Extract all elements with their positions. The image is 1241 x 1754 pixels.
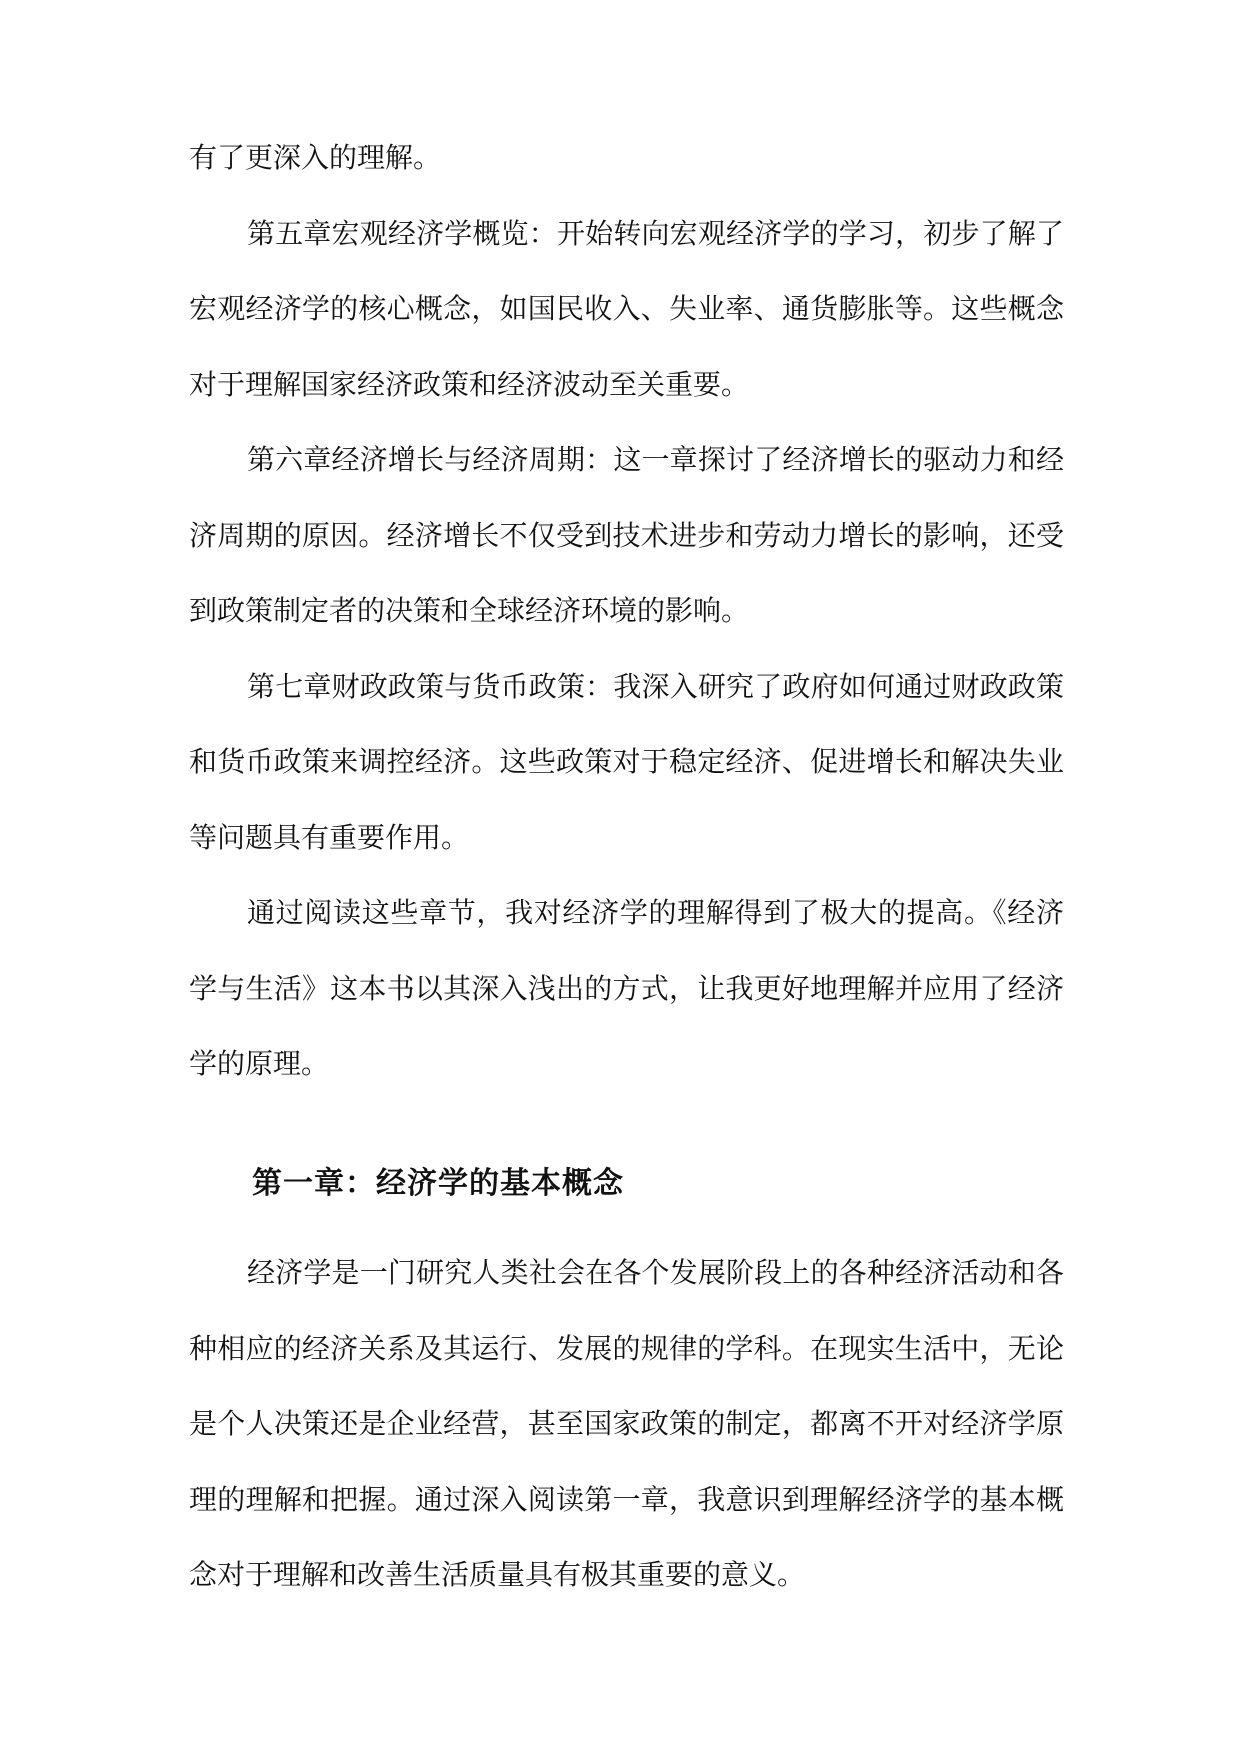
paragraph-chapter-five: 第五章宏观经济学概览：开始转向宏观经济学的学习，初步了解了宏观经济学的核心概念，如国民收入、失业率、通货膨胀等。这些概念对于理解国家经济政策和经济波动至关重要。 — [189, 216, 1064, 401]
paragraph-summary: 通过阅读这些章节，我对经济学的理解得到了极大的提高。《经济学与生活》这本书以其深入浅出的方式，让我更好地理解并应用了经济学的原理。 — [189, 896, 1064, 1080]
body-text-bottom — [189, 1235, 1064, 1613]
paragraph-chapter-one-intro: 经济学是一门研究人类社会在各个发展阶段上的各种经济活动和各种相应的经济关系及其运行、发展的规律的学科。在现实生活中，无论是个人决策还是企业经营，甚至国家政策的制定，都离不开对经济学原理的理解和把握。通过深入阅读第一章，我意识到理解经济学的基本概念对于理解和改善生活质量具有极其重要的意义。 — [189, 1256, 1064, 1591]
section-heading: 第一章：经济学的基本概念 — [252, 1166, 624, 1201]
body-text-top — [189, 120, 1064, 1102]
paragraph-chapter-six: 第六章经济增长与经济周期：这一章探讨了经济增长的驱动力和经济周期的原因。经济增长不仅受到技术进步和劳动力增长的影响，还受到政策制定者的决策和全球经济环境的影响。 — [189, 443, 1064, 627]
paragraph-continuation: 有了更深入的理解。 — [189, 141, 442, 174]
paragraph-chapter-seven: 第七章财政政策与货币政策：我深入研究了政府如何通过财政政策和货币政策来调控经济。这些政策对于稳定经济、促进增长和解决失业等问题具有重要作用。 — [189, 669, 1064, 854]
